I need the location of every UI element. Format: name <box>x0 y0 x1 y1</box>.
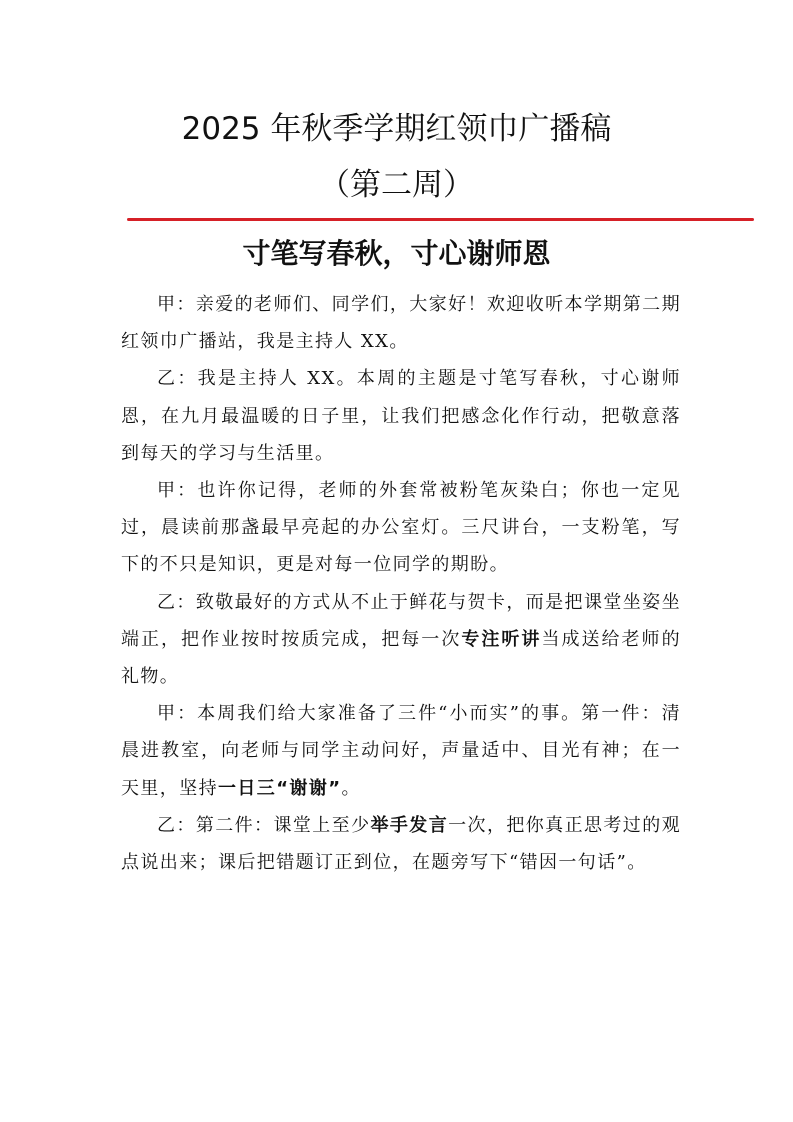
section-heading: 寸笔写春秋，寸心谢师恩 <box>242 237 551 270</box>
red-divider <box>127 218 754 221</box>
paragraph-text: 乙：第二件：课堂上至少 <box>157 814 371 836</box>
paragraph-text: 当成送给老师的礼物。 <box>121 628 681 688</box>
paragraph-text: 甲：本周我们给大家准备了三件“小而实”的事。第一件：清晨进教室，向老师与同学主动问好，声量适中、目光有神；在一天里，坚持 <box>121 703 681 799</box>
paragraph-1 <box>121 286 681 360</box>
paragraph-text: 甲：亲爱的老师们、同学们，大家好！欢迎收听本学期第二期红领巾广播站，我是主持人 XX。 <box>121 294 681 353</box>
document-title <box>0 104 793 210</box>
paragraph-6 <box>121 807 681 881</box>
paragraph-text: 乙：致敬最好的方式从不止于鲜花与贺卡，而是把课堂坐姿坐端正，把作业按时按质完成，把每一次 <box>121 591 681 650</box>
title-line-2: （第二周） <box>319 167 474 203</box>
paragraph-2 <box>121 360 681 472</box>
paragraph-4 <box>121 584 681 696</box>
emphasis-text: 专注听讲 <box>461 628 542 650</box>
paragraph-text: 乙：我是主持人 XX。本周的主题是寸笔写春秋，寸心谢师恩，在九月最温暖的日子里，让我们把感念化作行动，把敬意落到每天的学习与生活里。 <box>121 368 681 464</box>
emphasis-text: 举手发言 <box>370 814 449 836</box>
paragraph-text: 甲：也许你记得，老师的外套常被粉笔灰染白；你也一定见过，晨读前那盏最早亮起的办公室灯。三尺讲台，一支粉笔，写下的不只是知识，更是对每一位同学的期盼。 <box>121 480 681 576</box>
paragraph-text: 一次，把你真正思考过的观点说出来；课后把错题订正到位，在题旁写下“错因一句话”。 <box>121 814 681 874</box>
paragraph-5 <box>121 695 681 807</box>
script-body <box>121 286 681 881</box>
emphasis-text: 一日三“谢谢” <box>218 777 342 799</box>
paragraph-3 <box>121 472 681 584</box>
title-line-1: 2025 年秋季学期红领巾广播稿 <box>181 111 612 147</box>
paragraph-text: 。 <box>341 777 361 799</box>
